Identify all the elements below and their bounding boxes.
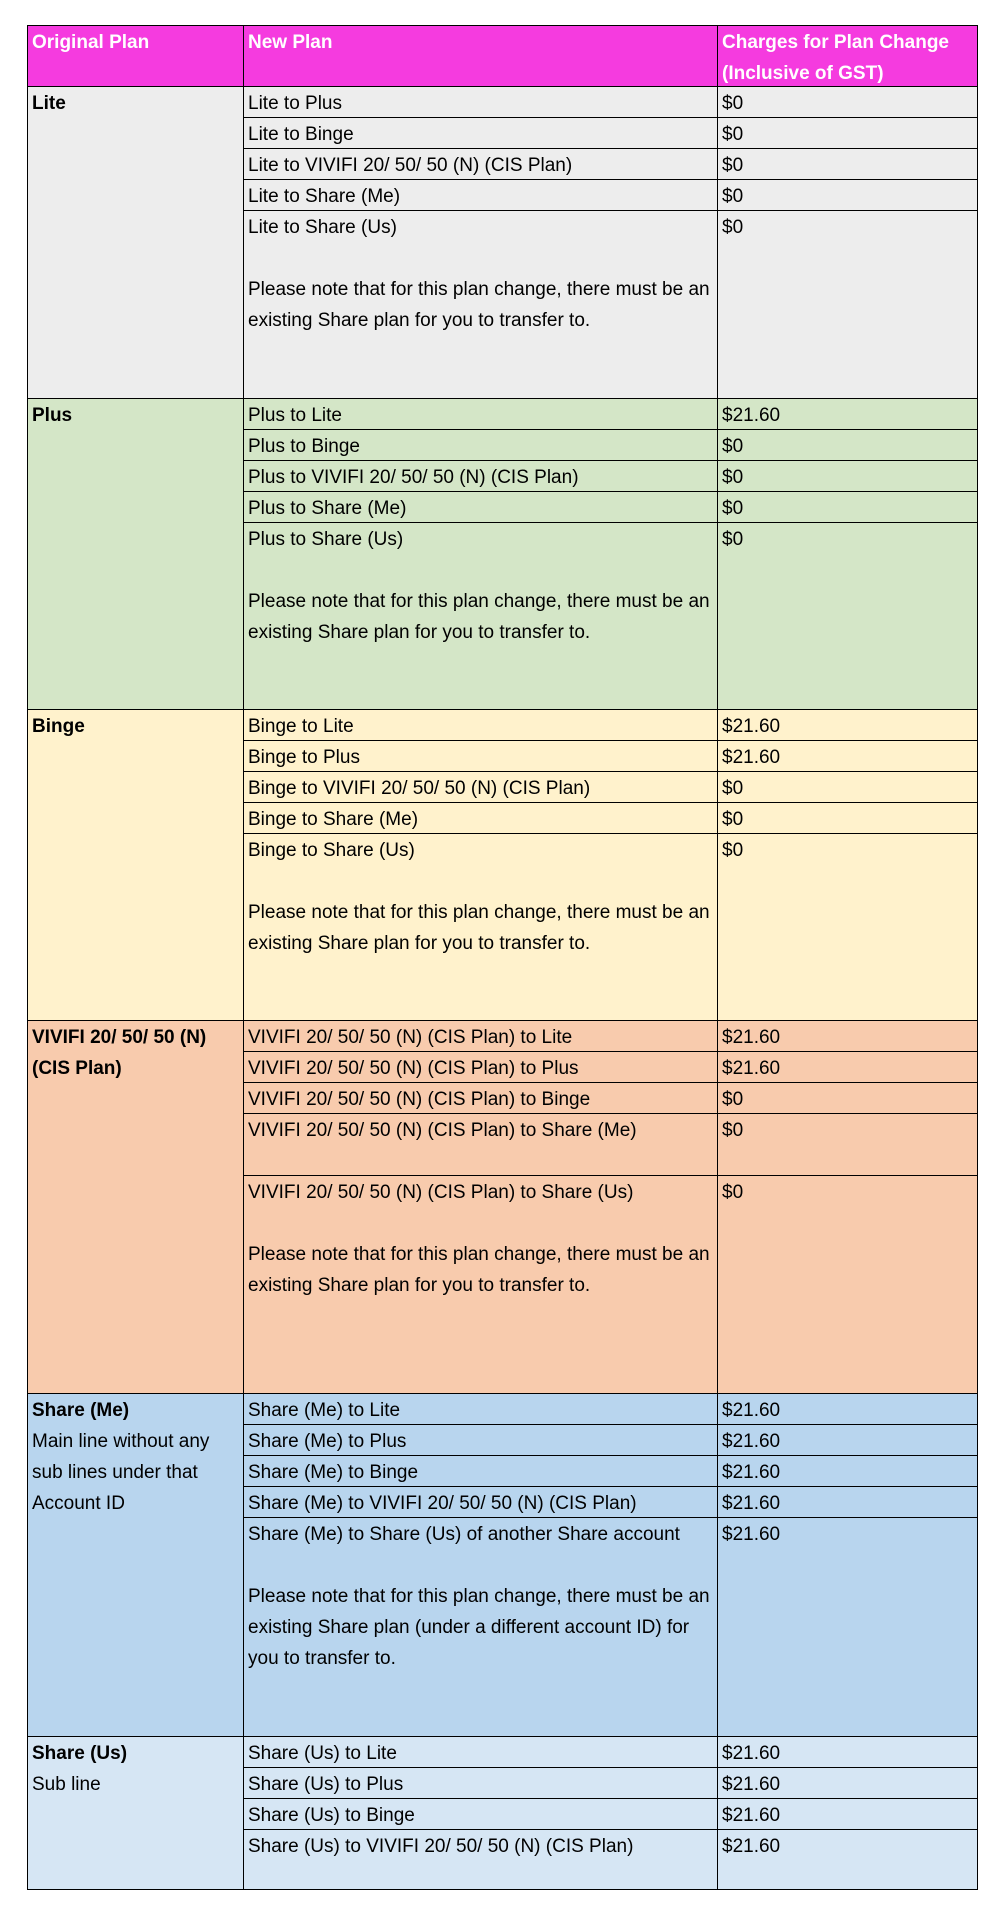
table-row xyxy=(244,710,977,741)
section-share-me xyxy=(28,1394,977,1737)
new-plan-text: Plus to Share (Us) xyxy=(248,529,404,550)
new-plan-cell: Plus to VIVIFI 20/ 50/ 50 (N) (CIS Plan) xyxy=(244,461,718,491)
charge-cell: $21.60 xyxy=(722,1836,781,1857)
table-row xyxy=(244,1456,977,1487)
charge-cell: $0 xyxy=(722,778,744,799)
table-row xyxy=(244,149,977,180)
charge-cell: $0 xyxy=(722,155,744,176)
new-plan-cell: Plus to Binge xyxy=(244,430,718,460)
table-row xyxy=(244,1176,977,1394)
new-plan-cell: VIVIFI 20/ 50/ 50 (N) (CIS Plan) to Binge xyxy=(244,1083,718,1113)
new-plan-cell xyxy=(244,834,718,1021)
charge-cell: $0 xyxy=(722,498,744,519)
original-plan-cell xyxy=(28,710,244,1020)
table-row xyxy=(244,211,977,399)
new-plan-cell xyxy=(244,1518,718,1737)
section-share-us xyxy=(28,1737,977,1889)
table-row xyxy=(244,772,977,803)
section-vivifi xyxy=(28,1021,977,1394)
charge-cell: $21.60 xyxy=(722,1774,781,1795)
original-plan-cell xyxy=(28,1021,244,1393)
new-plan-cell: Share (Me) to Lite xyxy=(244,1394,718,1424)
new-plan-cell xyxy=(244,523,718,710)
new-plan-cell: Plus to Lite xyxy=(244,399,718,429)
original-plan-name: Share (Me) xyxy=(32,1400,130,1421)
header-original-plan: Original Plan xyxy=(28,26,244,86)
charge-cell: $0 xyxy=(722,1182,744,1203)
new-plan-cell: Lite to VIVIFI 20/ 50/ 50 (N) (CIS Plan) xyxy=(244,149,718,179)
charge-cell: $0 xyxy=(722,217,744,238)
table-row xyxy=(244,1830,977,1889)
new-plan-cell: Binge to Lite xyxy=(244,710,718,740)
new-plan-cell: Share (Us) to Binge xyxy=(244,1799,718,1829)
charge-cell: $0 xyxy=(722,529,744,550)
original-plan-cell xyxy=(28,1737,244,1889)
new-plan-cell xyxy=(244,1176,718,1394)
charge-cell: $21.60 xyxy=(722,747,781,768)
new-plan-text: Lite to Share (Us) xyxy=(248,217,397,238)
charge-cell: $0 xyxy=(722,809,744,830)
charge-cell: $21.60 xyxy=(722,1027,781,1048)
charge-cell: $0 xyxy=(722,436,744,457)
table-row xyxy=(244,1114,977,1176)
new-plan-cell: Share (Me) to VIVIFI 20/ 50/ 50 (N) (CIS Plan) xyxy=(244,1487,718,1517)
table-row xyxy=(244,118,977,149)
new-plan-text: Share (Me) to Share (Us) of another Share account xyxy=(248,1524,680,1545)
original-plan-description: Sub line xyxy=(32,1774,101,1795)
table-row xyxy=(244,803,977,834)
table-row xyxy=(244,834,977,1021)
new-plan-cell xyxy=(244,211,718,399)
charge-cell: $21.60 xyxy=(722,405,781,426)
new-plan-cell: Binge to Plus xyxy=(244,741,718,771)
header-charges-line2: (Inclusive of GST) xyxy=(722,63,884,84)
table-row xyxy=(244,430,977,461)
header-charges xyxy=(718,26,977,86)
charge-cell: $21.60 xyxy=(722,1462,781,1483)
new-plan-cell: VIVIFI 20/ 50/ 50 (N) (CIS Plan) to Lite xyxy=(244,1021,718,1051)
section-plus xyxy=(28,399,977,710)
plan-change-note: Please note that for this plan change, there must be an existing Share plan for you to transfer to. xyxy=(248,1244,710,1296)
new-plan-cell: Lite to Share (Me) xyxy=(244,180,718,210)
table-row xyxy=(244,1799,977,1830)
original-plan-name: VIVIFI 20/ 50/ 50 (N) (CIS Plan) xyxy=(32,1027,207,1079)
table-row xyxy=(244,492,977,523)
table-row xyxy=(244,1518,977,1737)
table-header xyxy=(28,26,977,87)
charge-cell: $21.60 xyxy=(722,1431,781,1452)
table-row xyxy=(244,1052,977,1083)
table-row xyxy=(244,180,977,211)
charge-cell: $21.60 xyxy=(722,1743,781,1764)
new-plan-cell: Share (Us) to Plus xyxy=(244,1768,718,1798)
section-binge xyxy=(28,710,977,1021)
charge-cell: $0 xyxy=(722,840,744,861)
original-plan-cell xyxy=(28,87,244,398)
new-plan-cell: Share (Me) to Binge xyxy=(244,1456,718,1486)
section-lite xyxy=(28,87,977,399)
table-row xyxy=(244,1487,977,1518)
new-plan-text: Binge to Share (Us) xyxy=(248,840,415,861)
new-plan-cell: Lite to Binge xyxy=(244,118,718,148)
plan-change-note: Please note that for this plan change, there must be an existing Share plan for you to transfer to. xyxy=(248,279,710,331)
table-row xyxy=(244,523,977,710)
original-plan-description: Main line without any sub lines under that Account ID xyxy=(32,1431,210,1514)
new-plan-cell: Binge to VIVIFI 20/ 50/ 50 (N) (CIS Plan) xyxy=(244,772,718,802)
original-plan-name: Binge xyxy=(32,716,85,737)
new-plan-cell: Share (Us) to VIVIFI 20/ 50/ 50 (N) (CIS Plan) xyxy=(244,1830,718,1889)
new-plan-cell: Share (Us) to Lite xyxy=(244,1737,718,1767)
original-plan-name: Share (Us) xyxy=(32,1743,128,1764)
original-plan-cell xyxy=(28,399,244,709)
plan-change-note: Please note that for this plan change, there must be an existing Share plan (under a different account ID) for you to transfer to. xyxy=(248,1586,710,1669)
table-row xyxy=(244,461,977,492)
charge-cell: $21.60 xyxy=(722,1805,781,1826)
plan-change-note: Please note that for this plan change, there must be an existing Share plan for you to transfer to. xyxy=(248,591,710,643)
charge-cell: $0 xyxy=(722,1089,744,1110)
table-row xyxy=(244,741,977,772)
charge-cell: $0 xyxy=(722,93,744,114)
new-plan-cell: Lite to Plus xyxy=(244,87,718,117)
header-charges-line1: Charges for Plan Change xyxy=(722,32,949,53)
original-plan-name: Plus xyxy=(32,405,73,426)
charge-cell: $21.60 xyxy=(722,716,781,737)
plan-change-note: Please note that for this plan change, there must be an existing Share plan for you to transfer to. xyxy=(248,902,710,954)
original-plan-name: Lite xyxy=(32,93,66,114)
table-row xyxy=(244,1768,977,1799)
table-row xyxy=(244,1394,977,1425)
charge-cell: $21.60 xyxy=(722,1058,781,1079)
table-row xyxy=(244,1083,977,1114)
original-plan-cell xyxy=(28,1394,244,1736)
table-row xyxy=(244,399,977,430)
charge-cell: $0 xyxy=(722,467,744,488)
table-row xyxy=(244,87,977,118)
charge-cell: $21.60 xyxy=(722,1493,781,1514)
charge-cell: $21.60 xyxy=(722,1524,781,1545)
new-plan-cell: VIVIFI 20/ 50/ 50 (N) (CIS Plan) to Share (Me) xyxy=(244,1114,718,1175)
new-plan-cell: Share (Me) to Plus xyxy=(244,1425,718,1455)
new-plan-cell: Plus to Share (Me) xyxy=(244,492,718,522)
new-plan-cell: Binge to Share (Me) xyxy=(244,803,718,833)
charge-cell: $0 xyxy=(722,1120,744,1141)
table-row xyxy=(244,1021,977,1052)
new-plan-text: VIVIFI 20/ 50/ 50 (N) (CIS Plan) to Share (Us) xyxy=(248,1182,634,1203)
table-row xyxy=(244,1425,977,1456)
table-row xyxy=(244,1737,977,1768)
new-plan-cell: VIVIFI 20/ 50/ 50 (N) (CIS Plan) to Plus xyxy=(244,1052,718,1082)
charge-cell: $0 xyxy=(722,186,744,207)
header-new-plan: New Plan xyxy=(244,26,718,86)
plan-change-charges-table xyxy=(27,25,978,1890)
charge-cell: $0 xyxy=(722,124,744,145)
charge-cell: $21.60 xyxy=(722,1400,781,1421)
